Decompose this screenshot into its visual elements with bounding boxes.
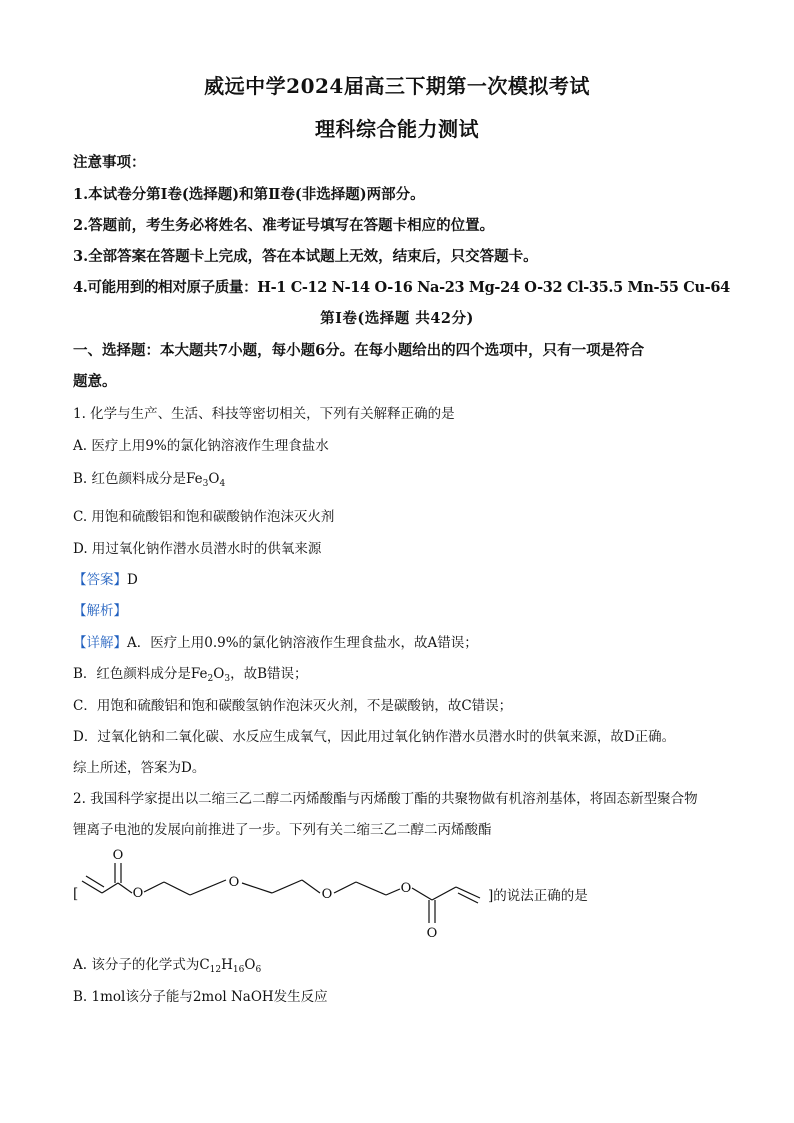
ester-oxygen-left: O bbox=[132, 886, 144, 901]
answer-tag: 【答案】 bbox=[73, 572, 127, 588]
q2-option-a: A. 该分子的化学式为$C_{12}H_{16}O_6$ bbox=[73, 957, 262, 975]
section-instruction-1: 一、选择题：本大题共7小题，每小题6分。在每小题给出的四个选项中，只有一项是符合 bbox=[73, 342, 645, 359]
q1-option-d: D. 用过氧化钠作潜水员潜水时的供氧来源 bbox=[73, 541, 322, 557]
ether-oxygen-2: O bbox=[321, 887, 333, 902]
note-item-3: 3.全部答案在答题卡上完成，答在本试题上无效，结束后，只交答题卡。 bbox=[73, 248, 538, 265]
note-item-4: 4.可能用到的相对原子质量：H-1 C-12 N-14 O-16 Na-23 Mg-24 O-32 Cl-35.5 Mn-55 Cu-64 bbox=[73, 279, 730, 296]
q2-bracket-close: ]的说法正确的是 bbox=[488, 888, 588, 904]
q2-bracket-open: [ bbox=[73, 886, 79, 902]
q1-analysis-tag: 【解析】 bbox=[73, 603, 127, 619]
answer-value: D bbox=[127, 572, 138, 588]
exam-subtitle: 理科综合能力测试 bbox=[315, 117, 479, 141]
q1-stem: 1. 化学与生产、生活、科技等密切相关，下列有关解释正确的是 bbox=[73, 406, 455, 422]
q1-detail-c: C．用饱和硫酸铝和饱和碳酸氢钠作泡沫灭火剂，不是碳酸钠，故C错误； bbox=[73, 698, 513, 714]
q1-detail-a: 【详解】A．医疗上用0.9%的氯化钠溶液作生理食盐水，故A错误； bbox=[73, 635, 478, 651]
note-item-1: 1.本试卷分第Ⅰ卷(选择题)和第Ⅱ卷(非选择题)两部分。 bbox=[73, 186, 425, 203]
ether-oxygen-1: O bbox=[228, 875, 240, 890]
q1-option-b: B. 红色颜料成分是$Fe_3O_4$ bbox=[73, 471, 226, 489]
q1-option-c: C. 用饱和硫酸铝和饱和碳酸钠作泡沫灭火剂 bbox=[73, 509, 335, 525]
note-item-2: 2.答题前，考生务必将姓名、准考证号填写在答题卡相应的位置。 bbox=[73, 217, 495, 234]
q1-answer bbox=[73, 568, 138, 588]
carbonyl-oxygen-left: O bbox=[112, 848, 124, 863]
q1-detail-b: B．红色颜料成分是$Fe_2O_3$，故B错误； bbox=[73, 666, 308, 684]
q1-option-a: A. 医疗上用9%的氯化钠溶液作生理食盐水 bbox=[73, 438, 329, 454]
exam-title: 威远中学2024届高三下期第一次模拟考试 bbox=[204, 74, 590, 98]
carbonyl-oxygen-right: O bbox=[426, 926, 438, 941]
diacrylate-structure bbox=[80, 845, 500, 945]
q1-detail-d: D．过氧化钠和二氧化碳、水反应生成氧气，因此用过氧化钠作潜水员潜水时的供氧来源，故D正确。 bbox=[73, 729, 676, 745]
section-instruction-2: 题意。 bbox=[73, 373, 117, 390]
notes-heading: 注意事项： bbox=[73, 154, 146, 171]
ester-oxygen-right: O bbox=[400, 881, 412, 896]
q2-stem-2: 锂离子电池的发展向前推进了一步。下列有关二缩三乙二醇二丙烯酸酯 bbox=[73, 822, 492, 838]
section-title: 第Ⅰ卷(选择题 共42分) bbox=[320, 310, 474, 327]
q2-option-b: B. 1mol该分子能与2mol NaOH发生反应 bbox=[73, 989, 328, 1005]
q2-stem-1: 2. 我国科学家提出以二缩三乙二醇二丙烯酸酯与丙烯酸丁酯的共聚物做有机溶剂基体，将固态新型聚合物 bbox=[73, 791, 698, 807]
q1-summary: 综上所述，答案为D。 bbox=[73, 760, 206, 776]
